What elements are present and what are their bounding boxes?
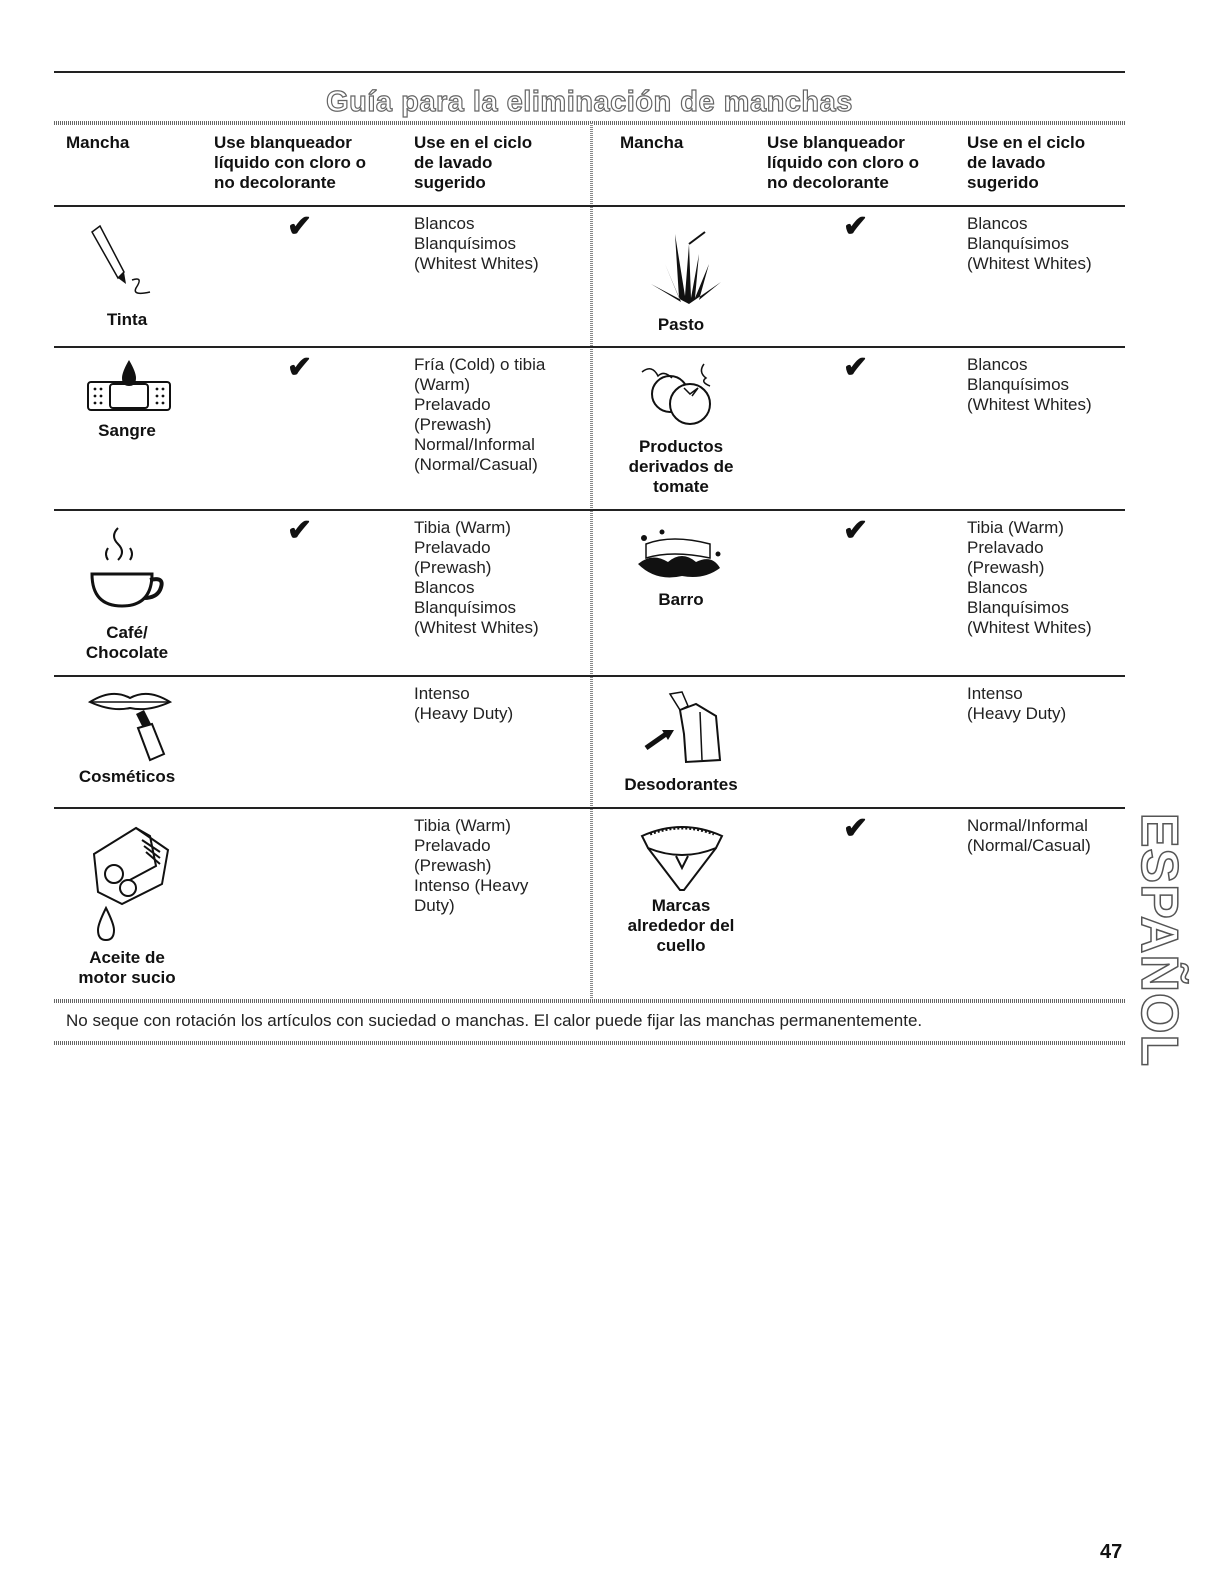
cycle-cell: Fría (Cold) o tibia (Warm) Prelavado (Prewash) Normal/Informal (Normal/Casual) — [414, 355, 546, 474]
cycle-cell: Blancos Blanquísimos (Whitest Whites) — [414, 214, 539, 273]
cycle-cell: Tibia (Warm) Prelavado (Prewash) Blancos Blanquísimos (Whitest Whites) — [414, 518, 539, 637]
row-rule — [54, 675, 1125, 677]
bleach-check-mark: ✔ — [287, 210, 313, 243]
header-bleach-right: Use blanqueador líquido con cloro o no decolorante — [767, 133, 920, 192]
collar-icon — [636, 822, 728, 897]
cycle-cell: Intenso (Heavy Duty) — [967, 684, 1067, 723]
stain-name: Café/ Chocolate — [85, 623, 169, 662]
table-bottom-dotted-rule — [54, 999, 1125, 1003]
footnote: No seque con rotación los artículos con suciedad o manchas. El calor puede fijar las manchas permanentemente. — [66, 1011, 923, 1030]
header-cycle-left: Use en el ciclo de lavado sugerido — [414, 133, 533, 192]
stain-name: Aceite de motor sucio — [78, 948, 176, 987]
row-rule — [54, 509, 1125, 511]
header-stain-left: Mancha — [66, 133, 130, 152]
coffee-cup-icon — [86, 522, 176, 617]
column-divider — [590, 123, 593, 1000]
tomato-icon — [640, 360, 724, 435]
bleach-check-mark: ✔ — [843, 514, 869, 547]
cycle-cell: Blancos Blanquísimos (Whitest Whites) — [967, 355, 1092, 414]
row-rule — [54, 346, 1125, 348]
header-cycle-right: Use en el ciclo de lavado sugerido — [967, 133, 1086, 192]
bandage-icon — [86, 356, 172, 421]
cycle-cell: Normal/Informal (Normal/Casual) — [967, 816, 1091, 855]
stain-name: Desodorantes — [624, 775, 738, 794]
stain-name: Tinta — [106, 310, 148, 329]
bleach-check-mark: ✔ — [843, 210, 869, 243]
row-rule — [54, 807, 1125, 809]
footnote-dotted-rule — [54, 1041, 1125, 1045]
stain-name: Marcas alrededor del cuello — [627, 896, 735, 955]
pen-icon — [88, 222, 168, 307]
grass-icon — [645, 224, 725, 309]
page-title: Guía para la eliminación de manchas — [326, 86, 853, 118]
stain-name: Pasto — [657, 315, 705, 334]
top-rule — [54, 71, 1125, 73]
side-label: ESPAÑOL — [1130, 812, 1188, 1068]
header-stain-right: Mancha — [620, 133, 684, 152]
stain-name: Cosméticos — [78, 767, 176, 786]
row-rule — [54, 205, 1125, 207]
stain-name: Productos derivados de tomate — [628, 437, 734, 496]
stain-name: Barro — [658, 590, 704, 609]
cycle-cell: Intenso (Heavy Duty) — [414, 684, 514, 723]
bleach-check-mark: ✔ — [287, 351, 313, 384]
bleach-check-mark: ✔ — [843, 351, 869, 384]
stain-name: Sangre — [98, 421, 156, 440]
cycle-cell: Tibia (Warm) Prelavado (Prewash) Blancos Blanquísimos (Whitest Whites) — [967, 518, 1092, 637]
engine-oil-icon — [86, 820, 176, 949]
page-number: 47 — [1100, 1541, 1123, 1563]
cycle-cell: Tibia (Warm) Prelavado (Prewash) Intenso (Heavy Duty) — [414, 816, 529, 915]
deodorant-shirt-icon — [640, 690, 726, 771]
header-bleach-left: Use blanqueador líquido con cloro o no decolorante — [214, 133, 367, 192]
lipstick-icon — [86, 684, 176, 769]
language-side-tab — [1129, 812, 1189, 1068]
bleach-check-mark: ✔ — [843, 812, 869, 845]
bleach-check-mark: ✔ — [287, 514, 313, 547]
mud-icon — [632, 524, 728, 589]
cycle-cell: Blancos Blanquísimos (Whitest Whites) — [967, 214, 1092, 273]
